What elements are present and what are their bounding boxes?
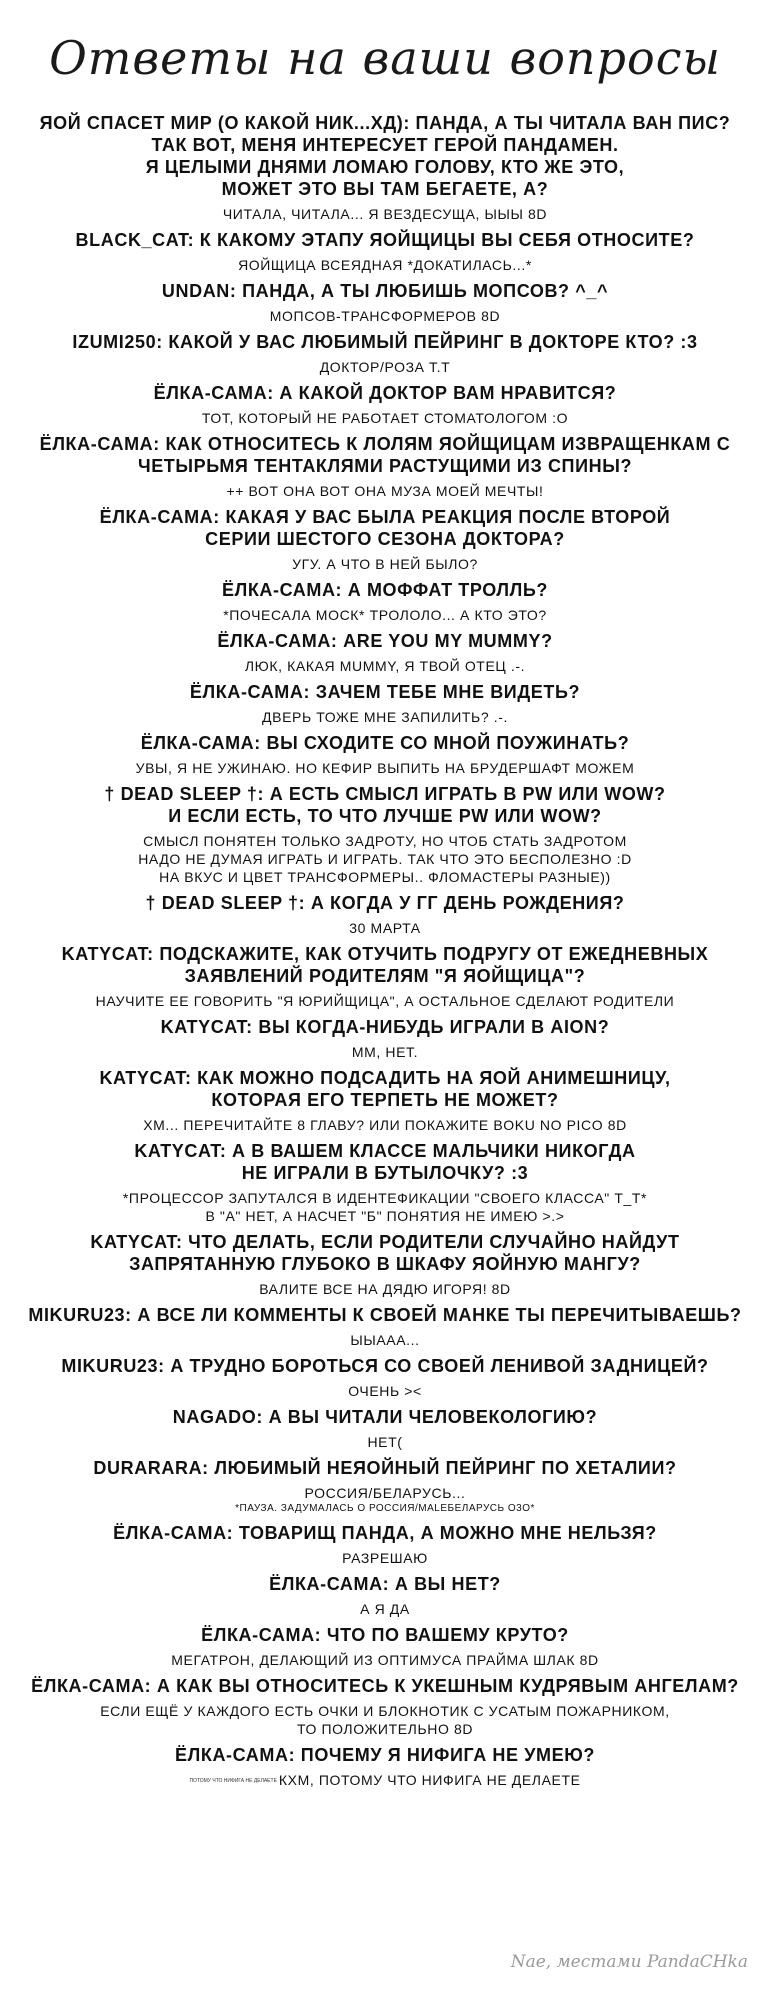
qa-block <box>20 506 750 573</box>
qa-block <box>20 1016 750 1061</box>
qa-block <box>20 1304 750 1349</box>
qa-block <box>20 892 750 937</box>
answer: ММ, НЕТ. <box>351 1044 419 1060</box>
question: KATYCAT: ПОДСКАЖИТЕ, КАК ОТУЧИТЬ ПОДРУГУ ОТ ЕЖЕДНЕВНЫХ ЗАЯВЛЕНИЙ РОДИТЕЛЯМ "Я ЯОЙЩИЦА"? <box>61 944 709 986</box>
answer <box>20 1771 750 1790</box>
question: UNDAN: ПАНДА, А ТЫ ЛЮБИШЬ МОПСОВ? ^_^ <box>161 281 609 301</box>
answer: ВАЛИТЕ ВСЕ НА ДЯДЮ ИГОРЯ! 8D <box>259 1281 511 1297</box>
question: † DEAD SLEEP †: А ЕСТЬ СМЫСЛ ИГРАТЬ В PW ИЛИ WOW? И ЕСЛИ ЕСТЬ, ТО ЧТО ЛУЧШЕ PW ИЛИ WOW? <box>104 784 666 826</box>
question: KATYCAT: КАК МОЖНО ПОДСАДИТЬ НА ЯОЙ АНИМЕШНИЦУ, КОТОРАЯ ЕГО ТЕРПЕТЬ НЕ МОЖЕТ? <box>99 1068 671 1110</box>
question: ЁЛКА-САМА: ПОЧЕМУ Я НИФИГА НЕ УМЕЮ? <box>175 1745 595 1765</box>
question: KATYCAT: ВЫ КОГДА-НИБУДЬ ИГРАЛИ В AION? <box>160 1017 610 1037</box>
qa-block <box>20 630 750 675</box>
qa-block <box>20 1675 750 1738</box>
answer: ЛЮК, КАКАЯ MUMMY, Я ТВОЙ ОТЕЦ .-. <box>244 658 526 674</box>
answer: ЕСЛИ ЕЩЁ У КАЖДОГО ЕСТЬ ОЧКИ И БЛОКНОТИК С УСАТЫМ ПОЖАРНИКОМ, ТО ПОЛОЖИТЕЛЬНО 8D <box>100 1703 670 1737</box>
qa-block <box>20 1522 750 1567</box>
qa-block <box>20 783 750 886</box>
question: ЁЛКА-САМА: А ВЫ НЕТ? <box>269 1574 501 1594</box>
answer: ++ ВОТ ОНА ВОТ ОНА МУЗА МОЕЙ МЕЧТЫ! <box>226 483 544 499</box>
qa-block <box>20 433 750 500</box>
answer: РОССИЯ/БЕЛАРУСЬ... <box>304 1485 466 1501</box>
qa-block <box>20 943 750 1010</box>
answer: А Я ДА <box>360 1601 410 1617</box>
question: ЁЛКА-САМА: ВЫ СХОДИТЕ СО МНОЙ ПОУЖИНАТЬ? <box>140 733 630 753</box>
qa-block <box>20 1573 750 1618</box>
question: ЁЛКА-САМА: КАК ОТНОСИТЕСЬ К ЛОЛЯМ ЯОЙЩИЦАМ ИЗВРАЩЕНКАМ С ЧЕТЫРЬМЯ ТЕНТАКЛЯМИ РАСТУЩИМИ ИЗ СПИНЫ? <box>39 434 731 476</box>
qa-block <box>20 280 750 325</box>
question: ЁЛКА-САМА: ЗАЧЕМ ТЕБЕ МНЕ ВИДЕТЬ? <box>189 682 581 702</box>
answer: *ПРОЦЕССОР ЗАПУТАЛСЯ В ИДЕНТЕФИКАЦИИ "СВОЕГО КЛАССА" Т_Т* В "А" НЕТ, А НАСЧЕТ "Б" ПОНЯТИЯ НЕ ИМЕЮ >.> <box>122 1190 648 1224</box>
qa-block <box>20 732 750 777</box>
question: KATYCAT: А В ВАШЕМ КЛАССЕ МАЛЬЧИКИ НИКОГДА НЕ ИГРАЛИ В БУТЫЛОЧКУ? :3 <box>134 1141 636 1183</box>
answer: ХМ... ПЕРЕЧИТАЙТЕ 8 ГЛАВУ? ИЛИ ПОКАЖИТЕ BOKU NO PICO 8D <box>143 1117 627 1133</box>
answer: СМЫСЛ ПОНЯТЕН ТОЛЬКО ЗАДРОТУ, НО ЧТОБ СТАТЬ ЗАДРОТОМ НАДО НЕ ДУМАЯ ИГРАТЬ И ИГРАТЬ. ТАК ЧТО ЭТО БЕСПОЛЕЗНО :D НА ВКУС И ЦВЕТ ТРАНСФОРМЕРЫ.. ФЛОМАСТЕРЫ РАЗНЫЕ)) <box>138 833 632 885</box>
question: ЁЛКА-САМА: А МОФФАТ ТРОЛЛЬ? <box>221 580 549 600</box>
answer: НАУЧИТЕ ЕЕ ГОВОРИТЬ "Я ЮРИЙЩИЦА", А ОСТАЛЬНОЕ СДЕЛАЮТ РОДИТЕЛИ <box>95 993 675 1009</box>
qa-block <box>20 1067 750 1134</box>
answer: ТОТ, КОТОРЫЙ НЕ РАБОТАЕТ СТОМАТОЛОГОМ :О <box>201 410 569 426</box>
qa-block <box>20 382 750 427</box>
qa-block <box>20 1231 750 1298</box>
answer: ДОКТОР/РОЗА Т.Т <box>319 359 451 375</box>
qa-block <box>20 1406 750 1451</box>
qa-block <box>20 1140 750 1225</box>
qa-block <box>20 229 750 274</box>
qa-block <box>20 112 750 223</box>
answer: УВЫ, Я НЕ УЖИНАЮ. НО КЕФИР ВЫПИТЬ НА БРУДЕРШАФТ МОЖЕМ <box>135 760 635 776</box>
qa-list <box>20 112 750 1796</box>
credit-signature: Nae, местами PandaCHka <box>510 1952 748 1972</box>
page-title: Ответы на ваши вопросы <box>49 31 721 85</box>
question: IZUMI250: КАКОЙ У ВАС ЛЮБИМЫЙ ПЕЙРИНГ В ДОКТОРЕ КТО? :3 <box>72 332 698 352</box>
question: KATYCAT: ЧТО ДЕЛАТЬ, ЕСЛИ РОДИТЕЛИ СЛУЧАЙНО НАЙДУТ ЗАПРЯТАННУЮ ГЛУБОКО В ШКАФУ ЯОЙНУЮ МАНГУ? <box>90 1232 680 1274</box>
question: BLACK_CAT: К КАКОМУ ЭТАПУ ЯОЙЩИЦЫ ВЫ СЕБЯ ОТНОСИТЕ? <box>75 230 695 250</box>
answer: 30 МАРТА <box>349 920 421 936</box>
answer-note: *ПАУЗА. ЗАДУМАЛАСЬ О РОССИЯ/MALEБЕЛАРУСЬ O3O* <box>235 1503 535 1514</box>
answer: УГУ. А ЧТО В НЕЙ БЫЛО? <box>292 556 478 572</box>
answer-text: КХМ, ПОТОМУ ЧТО НИФИГА НЕ ДЕЛАЕТЕ <box>278 1772 581 1788</box>
question: ЁЛКА-САМА: А КАКОЙ ДОКТОР ВАМ НРАВИТСЯ? <box>153 383 617 403</box>
question: ЁЛКА-САМА: ARE YOU MY MUMMY? <box>217 631 553 651</box>
question: ЁЛКА-САМА: ТОВАРИЩ ПАНДА, А МОЖНО МНЕ НЕЛЬЗЯ? <box>113 1523 657 1543</box>
answer: ЫЫААА... <box>350 1332 420 1348</box>
tiny-note: ПОТОМУ ЧТО НИФИГА НЕ ДЕЛАЕТЕ <box>189 1778 277 1785</box>
question: ЁЛКА-САМА: КАКАЯ У ВАС БЫЛА РЕАКЦИЯ ПОСЛЕ ВТОРОЙ СЕРИИ ШЕСТОГО СЕЗОНА ДОКТОРА? <box>99 507 671 549</box>
question: NAGADO: А ВЫ ЧИТАЛИ ЧЕЛОВЕКОЛОГИЮ? <box>172 1407 598 1427</box>
qa-block <box>20 1457 750 1516</box>
question: ЁЛКА-САМА: ЧТО ПО ВАШЕМУ КРУТО? <box>201 1625 569 1645</box>
answer: ОЧЕНЬ >< <box>348 1383 422 1399</box>
answer: *ПОЧЕСАЛА МОСК* ТРОЛОЛО... А КТО ЭТО? <box>223 607 547 623</box>
answer: НЕТ( <box>367 1434 403 1450</box>
answer: МЕГАТРОН, ДЕЛАЮЩИЙ ИЗ ОПТИМУСА ПРАЙМА ШЛАК 8D <box>171 1652 599 1668</box>
qa-block <box>20 1624 750 1669</box>
qa-block <box>20 1744 750 1790</box>
question: ЁЛКА-САМА: А КАК ВЫ ОТНОСИТЕСЬ К УКЕШНЫМ КУДРЯВЫМ АНГЕЛАМ? <box>31 1676 739 1696</box>
question: DURARARA: ЛЮБИМЫЙ НЕЯОЙНЫЙ ПЕЙРИНГ ПО ХЕТАЛИИ? <box>93 1458 677 1478</box>
question: † DEAD SLEEP †: А КОГДА У ГГ ДЕНЬ РОЖДЕНИЯ? <box>145 893 625 913</box>
answer: РАЗРЕШАЮ <box>342 1550 428 1566</box>
answer: ДВЕРЬ ТОЖЕ МНЕ ЗАПИЛИТЬ? .-. <box>262 709 508 725</box>
qa-block <box>20 331 750 376</box>
question: MIKURU23: А ТРУДНО БОРОТЬСЯ СО СВОЕЙ ЛЕНИВОЙ ЗАДНИЦЕЙ? <box>61 1356 709 1376</box>
qa-block <box>20 579 750 624</box>
answer: МОПСОВ-ТРАНСФОРМЕРОВ 8D <box>269 308 501 324</box>
question: MIKURU23: А ВСЕ ЛИ КОММЕНТЫ К СВОЕЙ МАНКЕ ТЫ ПЕРЕЧИТЫВАЕШЬ? <box>28 1305 742 1325</box>
qa-block <box>20 681 750 726</box>
qa-block <box>20 1355 750 1400</box>
answer: ЯОЙЩИЦА ВСЕЯДНАЯ *ДОКАТИЛАСЬ...* <box>238 257 532 273</box>
question: ЯОЙ СПАСЕТ МИР (О КАКОЙ НИК...ХД): ПАНДА, А ТЫ ЧИТАЛА ВАН ПИС? ТАК ВОТ, МЕНЯ ИНТЕРЕСУЕТ ГЕРОЙ ПАНДАМЕН. Я ЦЕЛЫМИ ДНЯМИ ЛОМАЮ ГОЛОВУ, КТО ЖЕ ЭТО, МОЖЕТ ЭТО ВЫ ТАМ БЕГАЕТЕ, А? <box>39 113 731 199</box>
answer: ЧИТАЛА, ЧИТАЛА... Я ВЕЗДЕСУЩА, ЫЫЫ 8D <box>222 206 548 222</box>
